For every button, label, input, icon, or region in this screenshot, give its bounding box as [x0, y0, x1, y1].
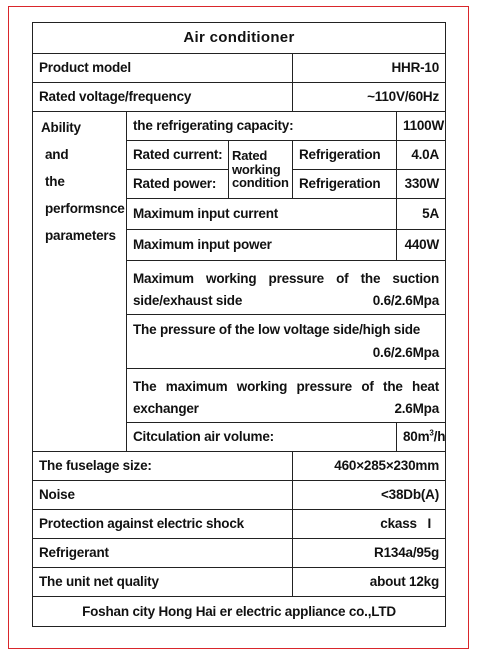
refrigerating-capacity-label: the refrigerating capacity:	[127, 112, 397, 141]
heat-exchanger-pressure-line1: The maximum working pressure of the heat	[133, 378, 440, 394]
working-condition-line: condition	[232, 175, 289, 191]
row-noise	[33, 481, 446, 510]
noise-label: Noise	[33, 481, 293, 510]
ability-label-line: and	[45, 147, 69, 162]
low-high-pressure-line1: The pressure of the low voltage side/high side	[133, 322, 421, 338]
circulation-air-label: Citculation air volume:	[127, 423, 397, 452]
working-condition-line: Rated	[232, 148, 268, 164]
rated-voltage-value: ~110V/60Hz	[293, 83, 446, 112]
max-suction-pressure-line1: Maximum working pressure of the suction	[133, 270, 440, 286]
title-row	[33, 23, 446, 54]
rated-current-value: 4.0A	[397, 141, 446, 170]
max-suction-pressure-value: 0.6/2.6Mpa	[372, 292, 440, 308]
row-rated-voltage	[33, 83, 446, 112]
max-input-power-label: Maximum input power	[127, 230, 397, 261]
spec-table	[32, 22, 446, 627]
max-input-current-label: Maximum input current	[127, 199, 397, 230]
low-high-pressure-cell	[127, 315, 446, 369]
max-suction-pressure-cell	[127, 261, 446, 315]
ability-label-line: Ability	[41, 120, 81, 135]
circulation-air-value: 80m	[403, 429, 430, 445]
heat-exchanger-pressure-value: 2.6Mpa	[394, 400, 440, 416]
row-refrigerant	[33, 539, 446, 568]
refrigerating-capacity-value: 1100W	[397, 112, 446, 141]
refrigerant-value: R134a/95g	[293, 539, 446, 568]
refrigerant-label: Refrigerant	[33, 539, 293, 568]
circulation-air-unit-tail: /h	[433, 429, 446, 445]
max-input-current-value: 5A	[397, 199, 446, 230]
product-model-value: HHR-10	[293, 54, 446, 83]
row-footer	[33, 597, 446, 627]
circulation-air-value-cell	[397, 423, 446, 452]
ability-label-line: parameters	[45, 228, 116, 243]
heat-exchanger-pressure-cell	[127, 369, 446, 423]
page-title: Air conditioner	[33, 23, 446, 54]
protection-value-cell	[293, 510, 446, 539]
protection-label: Protection against electric shock	[33, 510, 293, 539]
row-product-model	[33, 54, 446, 83]
fuselage-size-label: The fuselage size:	[33, 452, 293, 481]
working-condition-cell	[229, 141, 293, 199]
circulation-air-unit-sup: 3	[429, 428, 434, 438]
row-net-quality	[33, 568, 446, 597]
rated-current-mode: Refrigeration	[293, 141, 397, 170]
manufacturer-footer: Foshan city Hong Hai er electric appliance co.,LTD	[33, 597, 446, 627]
max-suction-pressure-line2: side/exhaust side	[133, 292, 243, 308]
noise-value: <38Db(A)	[293, 481, 446, 510]
ability-label-line: performsnce	[45, 201, 125, 216]
product-model-label: Product model	[33, 54, 293, 83]
rated-current-label: Rated current:	[127, 141, 229, 170]
protection-value: ckass	[380, 516, 417, 532]
protection-class: I	[427, 516, 432, 532]
ability-label-line: the	[45, 174, 65, 189]
row-fuselage-size	[33, 452, 446, 481]
rated-voltage-label: Rated voltage/frequency	[33, 83, 293, 112]
rated-power-value: 330W	[397, 170, 446, 199]
low-high-pressure-value: 0.6/2.6Mpa	[372, 345, 440, 360]
rated-power-mode: Refrigeration	[293, 170, 397, 199]
ability-label-cell	[33, 112, 127, 452]
max-input-power-value: 440W	[397, 230, 446, 261]
row-protection	[33, 510, 446, 539]
row-refrigerating-capacity	[33, 112, 446, 141]
heat-exchanger-pressure-line2: exchanger	[133, 400, 199, 416]
rated-power-label: Rated power:	[127, 170, 229, 199]
fuselage-size-value: 460×285×230mm	[293, 452, 446, 481]
net-quality-value: about 12kg	[293, 568, 446, 597]
net-quality-label: The unit net quality	[33, 568, 293, 597]
working-condition-line: working	[232, 161, 281, 177]
